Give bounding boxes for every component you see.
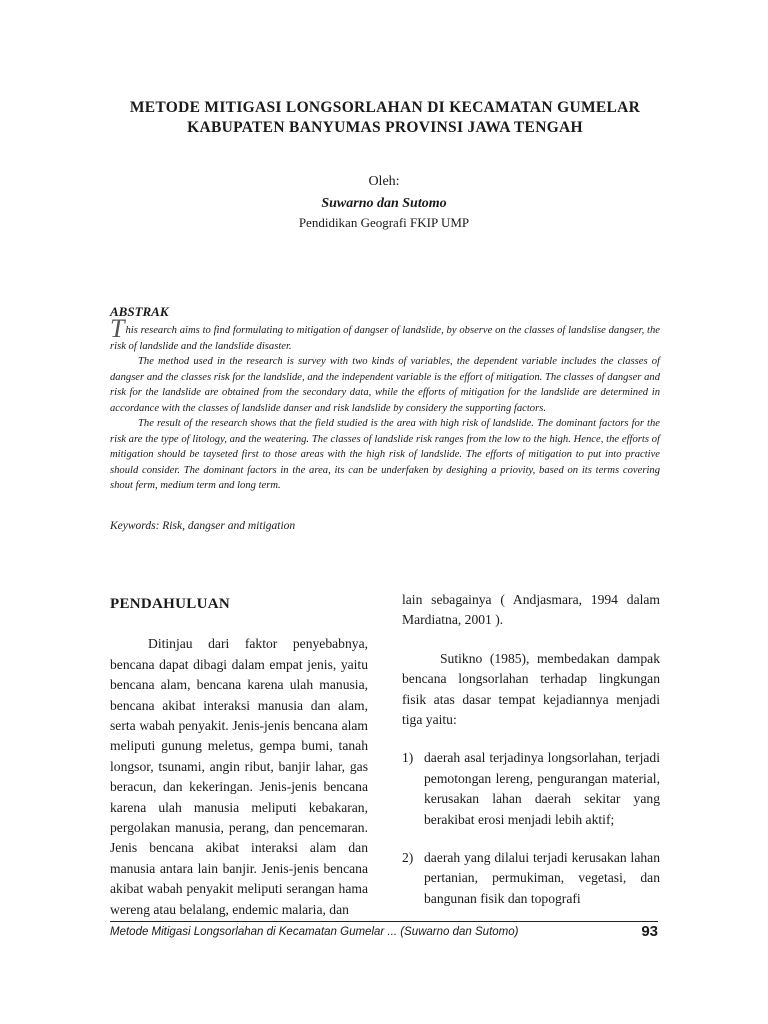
- right-column-paragraph-2: Sutikno (1985), membedakan dampak bencana longsorlahan terhadap lingkungan fisik atas dasar tempat kejadiannya menjadi tiga yaitu:: [402, 650, 660, 728]
- running-footer: Metode Mitigasi Longsorlahan di Kecamatan Gumelar ... (Suwarno dan Sutomo): [110, 926, 519, 938]
- paper-title-line-1: METODE MITIGASI LONGSORLAHAN DI KECAMATAN GUMELAR: [129, 99, 641, 116]
- abstract-paragraph-2: The method used in the research is survey with two kinds of variables, the dependent variable includes the classes of dangser and the classes risk for the landslide, and the independent variable is the effort of mitigation. The classes of dangser and risk for the landslide are obtained from the secondary data, while the efforts of mitigation for the landslide are determined in accordance with the classes of landslide danser and risk landslide by considery the supporting factors.: [110, 356, 660, 414]
- list-item: [402, 848, 660, 909]
- abstract-heading: ABSTRAK: [110, 304, 169, 319]
- left-column-paragraph: Ditinjau dari faktor penyebabnya, bencana dapat dibagi dalam empat jenis, yaitu bencana alam, bencana karena ulah manusia, bencana akibat interaksi manusia dan alam, serta wabah penyakit. Jenis-jenis bencana alam meliputi gunung meletus, gempa bumi, tanah longsor, tsunami, angin ribut, banjir lahar, gas beracun, dan kekeringan. Jenis-jenis bencana karena ulah manusia meliputi kebakaran, pergolakan manusia, perang, dan pencemaran. Jenis bencana akibat interaksi alam dan manusia antara lain banjir. Jenis-jenis bencana akibat wabah penyakit meliputi serangan hama wereng atau belalang, endemic malaria, dan: [110, 636, 368, 917]
- abstract-paragraph-1-text: his research aims to find formulating to mitigation of dangser of landslide, by observe on the classes of landslise dangser, the risk of landslide and the landslide disaster.: [110, 325, 660, 352]
- paper-title-line-2: KABUPATEN BANYUMAS PROVINSI JAWA TENGAH: [187, 119, 583, 136]
- list-item-number: 2): [402, 850, 414, 866]
- abstract-paragraph-1: [110, 314, 660, 354]
- authors: Suwarno dan Sutomo: [321, 196, 447, 211]
- section-heading: PENDAHULUAN: [110, 596, 230, 612]
- list-item-number: 1): [402, 750, 414, 766]
- page-number: 93: [641, 923, 658, 940]
- footer-divider: [110, 921, 658, 922]
- abstract-dropcap: T: [110, 314, 125, 343]
- right-column: [402, 590, 660, 909]
- paper-title: [90, 98, 680, 138]
- abstract-paragraph-3: The result of the research shows that the field studied is the area with high risk of landslide. The dominant factors for the risk are the type of litology, and the weatering. The classes of landslide risk ranges from the low to the high. Hence, the efforts of mitigation should be tayseted first to those areas with the high risk of landslide. The efforts of mitigation to put into practive should consider. The dominant factors in the area, its can be underfaken by desighing a priovity, based on its terms covering shout ferm, medium term and long term.: [110, 418, 660, 491]
- list-item: [402, 748, 660, 830]
- left-column: [110, 590, 368, 920]
- keywords: Keywords: Risk, dangser and mitigation: [110, 520, 296, 532]
- right-column-paragraph-1: lain sebagainya ( Andjasmara, 1994 dalam Mardiatna, 2001 ).: [402, 592, 660, 628]
- abstract-body: [110, 314, 660, 494]
- affiliation: Pendidikan Geografi FKIP UMP: [298, 215, 470, 230]
- list-item-text: daerah asal terjadinya longsorlahan, terjadi pemotongan lereng, pengurangan material, kerusakan lahan daerah sekitar yang berakibat erosi menjadi lebih aktif;: [424, 750, 660, 827]
- list-item-text: daerah yang dilalui terjadi kerusakan lahan pertanian, permukiman, vegetasi, dan bangunan fisik dan topografi: [424, 850, 660, 906]
- byline-label: Oleh:: [368, 174, 400, 189]
